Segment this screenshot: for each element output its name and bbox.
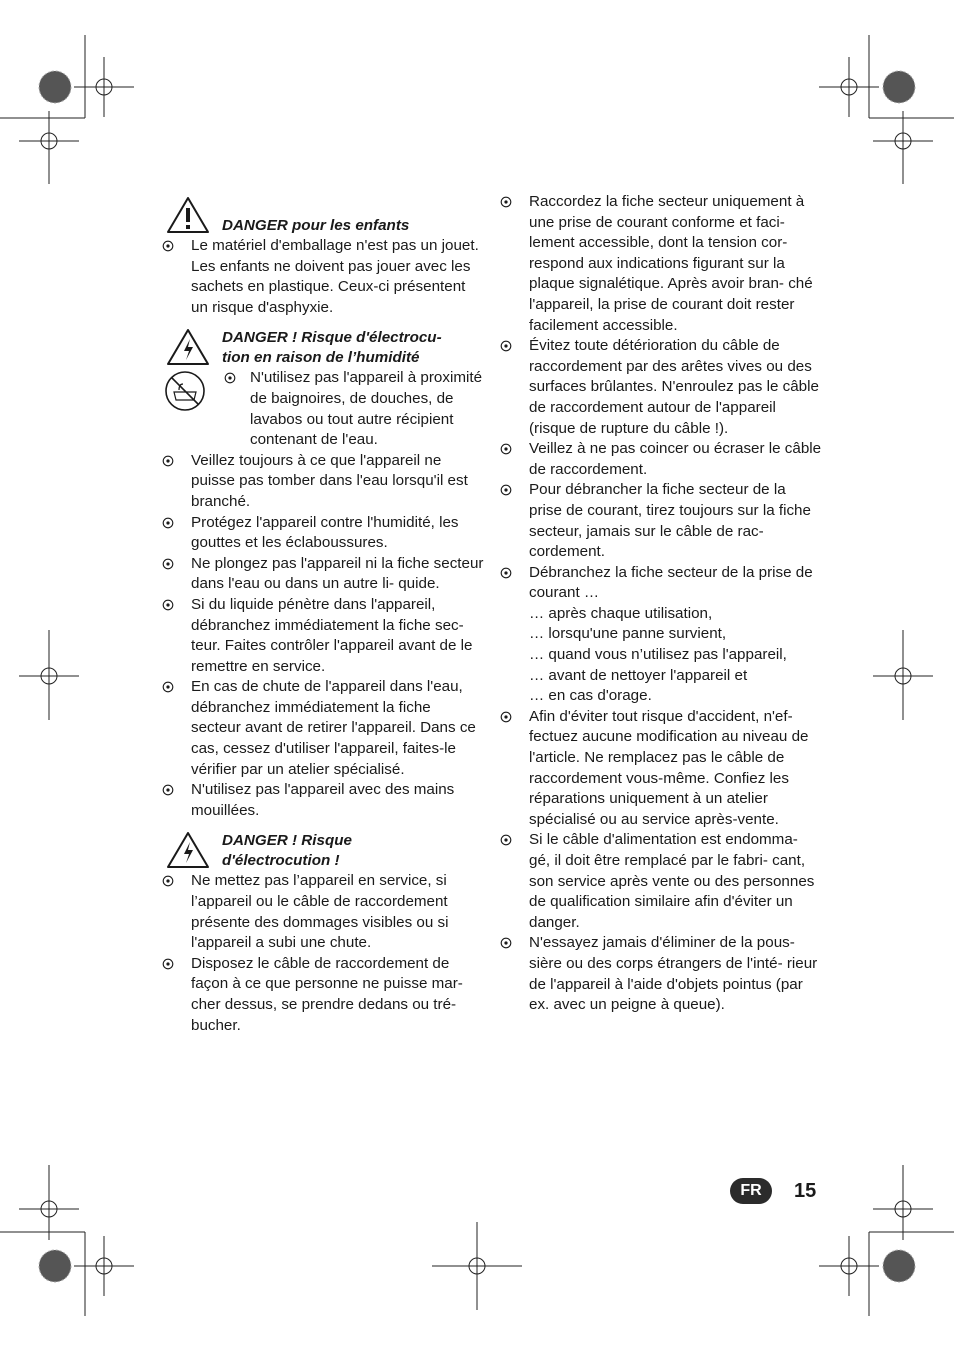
no-bathtub-icon — [164, 370, 206, 412]
warning-title: DANGER ! Risque d'électrocu- tion en raison de l’humidité — [222, 329, 442, 367]
circled-dot-icon — [162, 784, 174, 796]
humidity-list — [162, 451, 484, 822]
registration-cross-icon — [873, 1165, 933, 1240]
circled-dot-icon — [162, 558, 174, 570]
left-column — [162, 188, 484, 1036]
circled-dot-icon — [500, 834, 512, 846]
page-number: 15 — [794, 1180, 817, 1202]
electrocution-list — [162, 871, 484, 1036]
warning-electrocution — [162, 831, 484, 871]
circled-dot-icon — [162, 455, 174, 467]
list-item: Évitez toute détérioration du câble de raccordement par des arêtes vives ou des surfaces brûlantes. N'enroulez pas le câble de raccordement autour de l'appareil (risque de rupture du câble !). — [500, 336, 822, 439]
list-item: Si le câble d'alimentation est endomma- gé, il doit être remplacé par le fabri- cant, son service après vente ou des personnes de qualification similaire afin d'éviter un danger. — [500, 830, 822, 933]
warning-children — [162, 196, 484, 236]
list-item: N'essayez jamais d'éliminer de la pous- sière ou des corps étrangers de l'inté- rieur de l'appareil à l'aide d'objets pointus (par ex. avec un peigne à queue). — [500, 933, 822, 1015]
circled-dot-icon — [500, 937, 512, 949]
circled-dot-icon — [162, 958, 174, 970]
list-item: Ne mettez pas l’appareil en service, si l’appareil ou le câble de raccordement présente des dommages visibles ou si l'appareil a subi une chute. — [162, 871, 484, 953]
circled-dot-icon — [500, 484, 512, 496]
circled-dot-icon — [500, 196, 512, 208]
list-item: N'utilisez pas l'appareil avec des mains mouillées. — [162, 780, 484, 821]
sub-line: … quand vous n’utilisez pas l'appareil, — [529, 646, 787, 664]
circled-dot-icon — [500, 443, 512, 455]
circled-dot-icon — [500, 567, 512, 579]
circled-dot-icon — [500, 340, 512, 352]
list-item: En cas de chute de l'appareil dans l'eau, débranchez immédiatement la fiche secteur avant de retirer l'appareil. Dans ce cas, cessez d'utiliser l'appareil, faites-le vérifier par un atelier spécialisé. — [162, 677, 484, 780]
circled-dot-icon — [500, 711, 512, 723]
warning-humidity — [162, 328, 484, 368]
registration-cross-icon — [74, 57, 134, 117]
list-item: Ne plongez pas l'appareil ni la fiche secteur dans l'eau ou dans un autre li- quide. — [162, 554, 484, 595]
language-badge: FR — [730, 1178, 772, 1204]
circled-dot-icon — [162, 875, 174, 887]
list-item: Le matériel d'emballage n'est pas un jouet. Les enfants ne doivent pas jouer avec les sachets en plastique. Ceux-ci présentent un risque d'asphyxie. — [162, 236, 484, 318]
unplug-conditions — [500, 604, 822, 707]
list-item: Si du liquide pénètre dans l'appareil, débranchez immédiatement la fiche sec- teur. Faites contrôler l'appareil avant de le remettre en service. — [162, 595, 484, 677]
registration-cross-icon — [819, 1236, 879, 1296]
sub-line: … en cas d'orage. — [529, 687, 652, 705]
registration-cross-icon — [819, 57, 879, 117]
list-item: Veillez toujours à ce que l'appareil ne puisse pas tomber dans l'eau lorsqu'il est branché. — [162, 451, 484, 513]
registration-cross-icon — [74, 1236, 134, 1296]
list-item: Afin d'éviter tout risque d'accident, n'ef- fectuez aucune modification au niveau de l'article. Ne remplacez pas le câble de raccordement vous-même. Confiez les réparations uniquement à un atelier spécialisé ou au service après-vente. — [500, 707, 822, 831]
warning-title: DANGER pour les enfants — [222, 217, 410, 234]
list-item: Débranchez la fiche secteur de la prise de courant … — [500, 563, 822, 604]
circled-dot-icon — [162, 599, 174, 611]
circled-dot-icon — [224, 372, 236, 384]
sub-line: … avant de nettoyer l'appareil et — [529, 666, 748, 684]
registration-cross-icon — [19, 1165, 79, 1240]
registration-cross-icon — [873, 111, 933, 184]
warning-title: DANGER ! Risque d'électrocution ! — [222, 832, 352, 870]
icon-item-block — [162, 368, 484, 450]
right-column — [500, 192, 822, 1016]
electric-warning-icon — [166, 831, 210, 869]
sub-line: … après chaque utilisation, — [529, 604, 713, 622]
circled-dot-icon — [162, 517, 174, 529]
list-item: Protégez l'appareil contre l'humidité, les gouttes et les éclaboussures. — [162, 513, 484, 554]
circled-dot-icon — [162, 681, 174, 693]
list-item: Pour débrancher la fiche secteur de la prise de courant, tirez toujours sur la fiche secteur, jamais sur le câble de rac- cordement. — [500, 480, 822, 562]
registration-cross-icon — [432, 1222, 522, 1310]
list-item: Raccordez la fiche secteur uniquement à une prise de courant conforme et faci- lement accessible, dont la tension cor- respond aux indications figurant sur la plaque signalétique. Après avoir bran- ché l'appareil, la prise de courant doit rester facilement accessible. — [500, 192, 822, 336]
list-item: Disposez le câble de raccordement de façon à ce que personne ne puisse mar- cher dessus, se prendre dedans ou tré- bucher. — [162, 954, 484, 1036]
warning-triangle-icon — [166, 196, 210, 234]
sub-line: … lorsqu'une panne survient, — [529, 625, 727, 643]
registration-cross-icon — [19, 630, 79, 720]
circled-dot-icon — [162, 240, 174, 252]
registration-cross-icon — [873, 630, 933, 720]
registration-cross-icon — [19, 111, 79, 184]
list-item: Veillez à ne pas coincer ou écraser le câble de raccordement. — [500, 439, 822, 480]
list-item: N'utilisez pas l'appareil à proximité de baignoires, de douches, de lavabos ou tout autre récipient contenant de l'eau. — [224, 368, 484, 450]
electric-warning-icon — [166, 328, 210, 366]
